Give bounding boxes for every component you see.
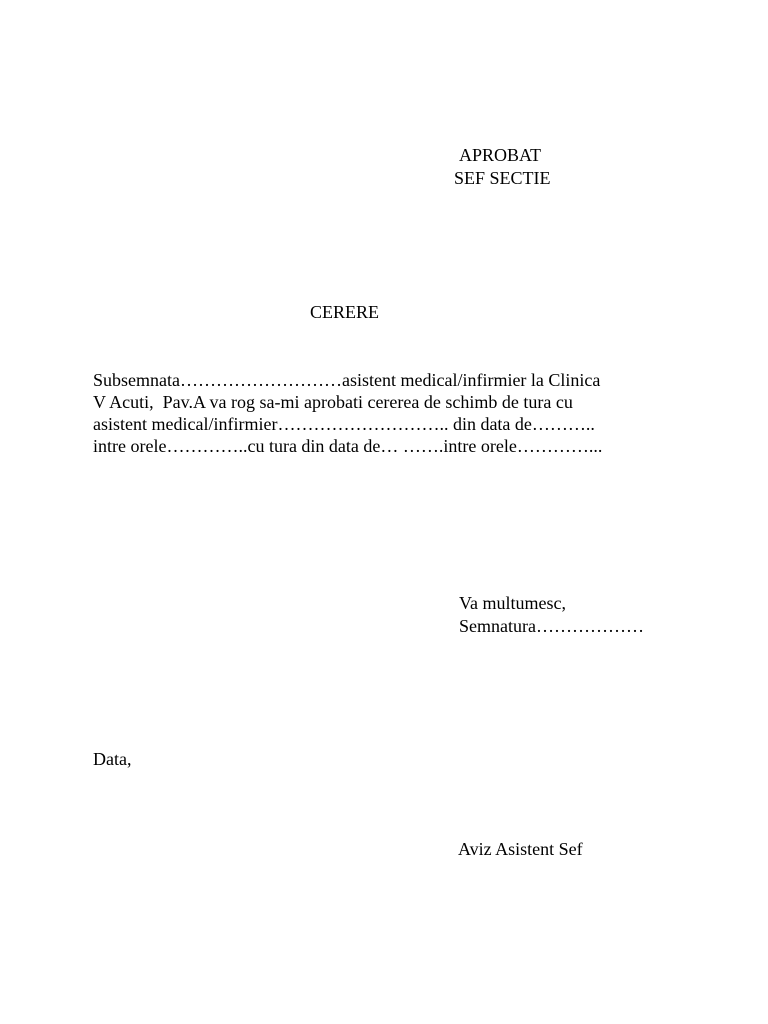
body-line: V Acuti, Pav.A va rog sa-mi aprobati cererea de schimb de tura cu — [93, 392, 573, 412]
thanks-text: Va multumesc, — [459, 593, 566, 613]
approved-label: APROBAT — [459, 145, 542, 165]
approved-by-label: SEF SECTIE — [454, 168, 551, 188]
body-line: asistent medical/infirmier……………………….. din data de……….. — [93, 414, 595, 434]
body-line: Subsemnata………………………asistent medical/infirmier la Clinica — [93, 370, 601, 390]
chief-nurse-approval-label: Aviz Asistent Sef — [458, 839, 583, 859]
signature-line: Semnatura……………… — [459, 616, 644, 636]
date-label: Data, — [93, 749, 132, 769]
document-title: CERERE — [310, 302, 380, 322]
body-line: intre orele…………..cu tura din data de… …….intre orele…………... — [93, 436, 603, 456]
